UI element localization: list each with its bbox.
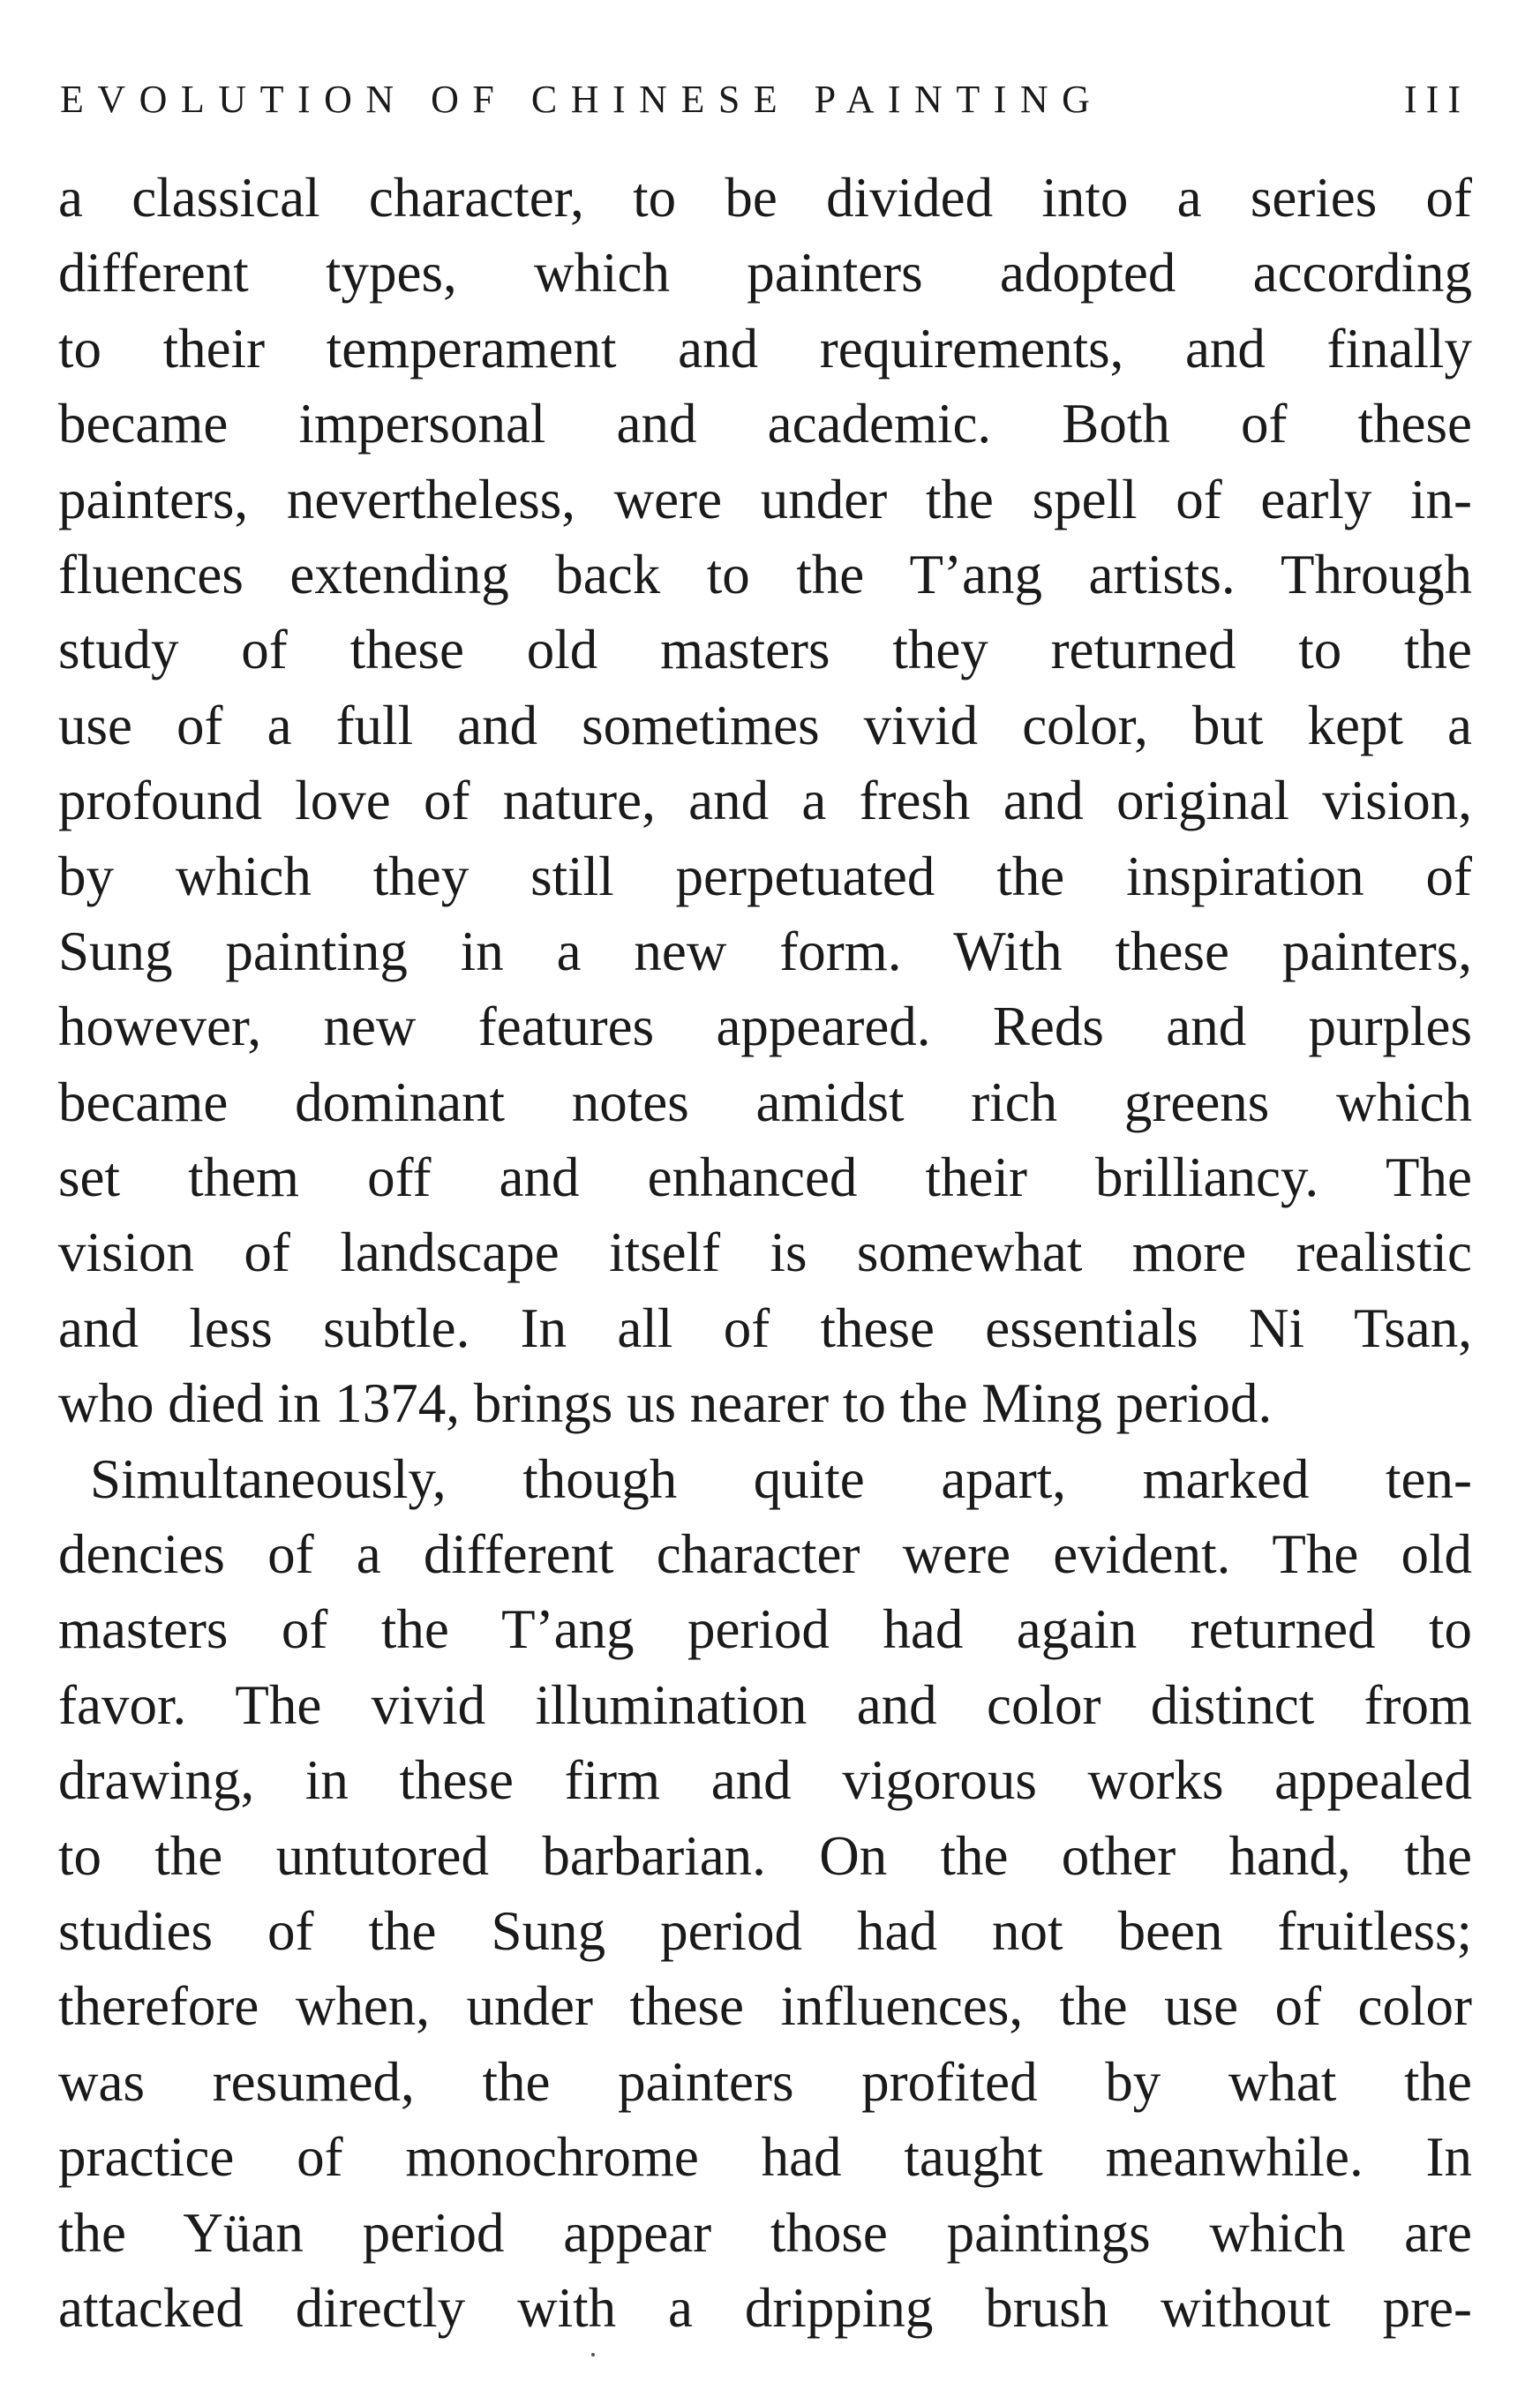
paragraph-start-line: Simultaneously, though quite apart, marked ten- — [90, 1447, 1472, 1510]
text-line: therefore when, under these influences, the use of color — [58, 1975, 1472, 2038]
text-line: became dominant notes amidst rich greens which — [58, 1071, 1472, 1133]
text-line: the Yüan period appear those paintings which are — [58, 2201, 1472, 2264]
text-line: Sung painting in a new form. With these painters, — [58, 920, 1472, 982]
text-line: vision of landscape itself is somewhat more realistic — [58, 1221, 1472, 1284]
text-line: a classical character, to be divided into a series of — [58, 167, 1472, 229]
running-head — [60, 78, 1469, 122]
text-line: masters of the T’ang period had again returned to — [58, 1598, 1472, 1661]
text-line: fluences extending back to the T’ang artists. Through — [58, 543, 1472, 605]
text-line: dencies of a different character were evident. The old — [58, 1523, 1472, 1586]
text-line: painters, nevertheless, were under the spell of early in- — [58, 468, 1472, 530]
text-line: study of these old masters they returned to the — [58, 619, 1472, 681]
text-line: was resumed, the painters profited by what the — [58, 2050, 1472, 2113]
text-line: and less subtle. In all of these essentials Ni Tsan, — [58, 1296, 1472, 1359]
page-number: III — [1404, 78, 1469, 121]
text-line: to the untutored barbarian. On the other hand, the — [58, 1824, 1472, 1887]
text-line: practice of monochrome had taught meanwhile. In — [58, 2126, 1472, 2189]
text-line: by which they still perpetuated the inspiration of — [58, 845, 1472, 907]
text-line: different types, which painters adopted according — [58, 242, 1472, 304]
printer-mark — [591, 2353, 595, 2356]
running-title: EVOLUTION OF CHINESE PAINTING — [60, 78, 1104, 121]
text-line: studies of the Sung period had not been fruitless; — [58, 1899, 1472, 1962]
paragraph-end-line: who died in 1374, brings us nearer to the Ming period. — [58, 1372, 1273, 1435]
text-line: however, new features appeared. Reds and purples — [58, 996, 1472, 1058]
text-line: to their temperament and requirements, and finally — [58, 317, 1472, 380]
body-text — [58, 161, 1472, 2346]
text-line: became impersonal and academic. Both of these — [58, 393, 1472, 455]
text-line: use of a full and sometimes vivid color, but kept a — [58, 694, 1472, 756]
text-line: favor. The vivid illumination and color distinct from — [58, 1673, 1472, 1736]
text-line: attacked directly with a dripping brush without pre- — [58, 2276, 1472, 2339]
text-line: drawing, in these firm and vigorous works appealed — [58, 1749, 1472, 1812]
text-line: set them off and enhanced their brilliancy. The — [58, 1146, 1472, 1209]
text-line: profound love of nature, and a fresh and original vision, — [58, 770, 1472, 832]
